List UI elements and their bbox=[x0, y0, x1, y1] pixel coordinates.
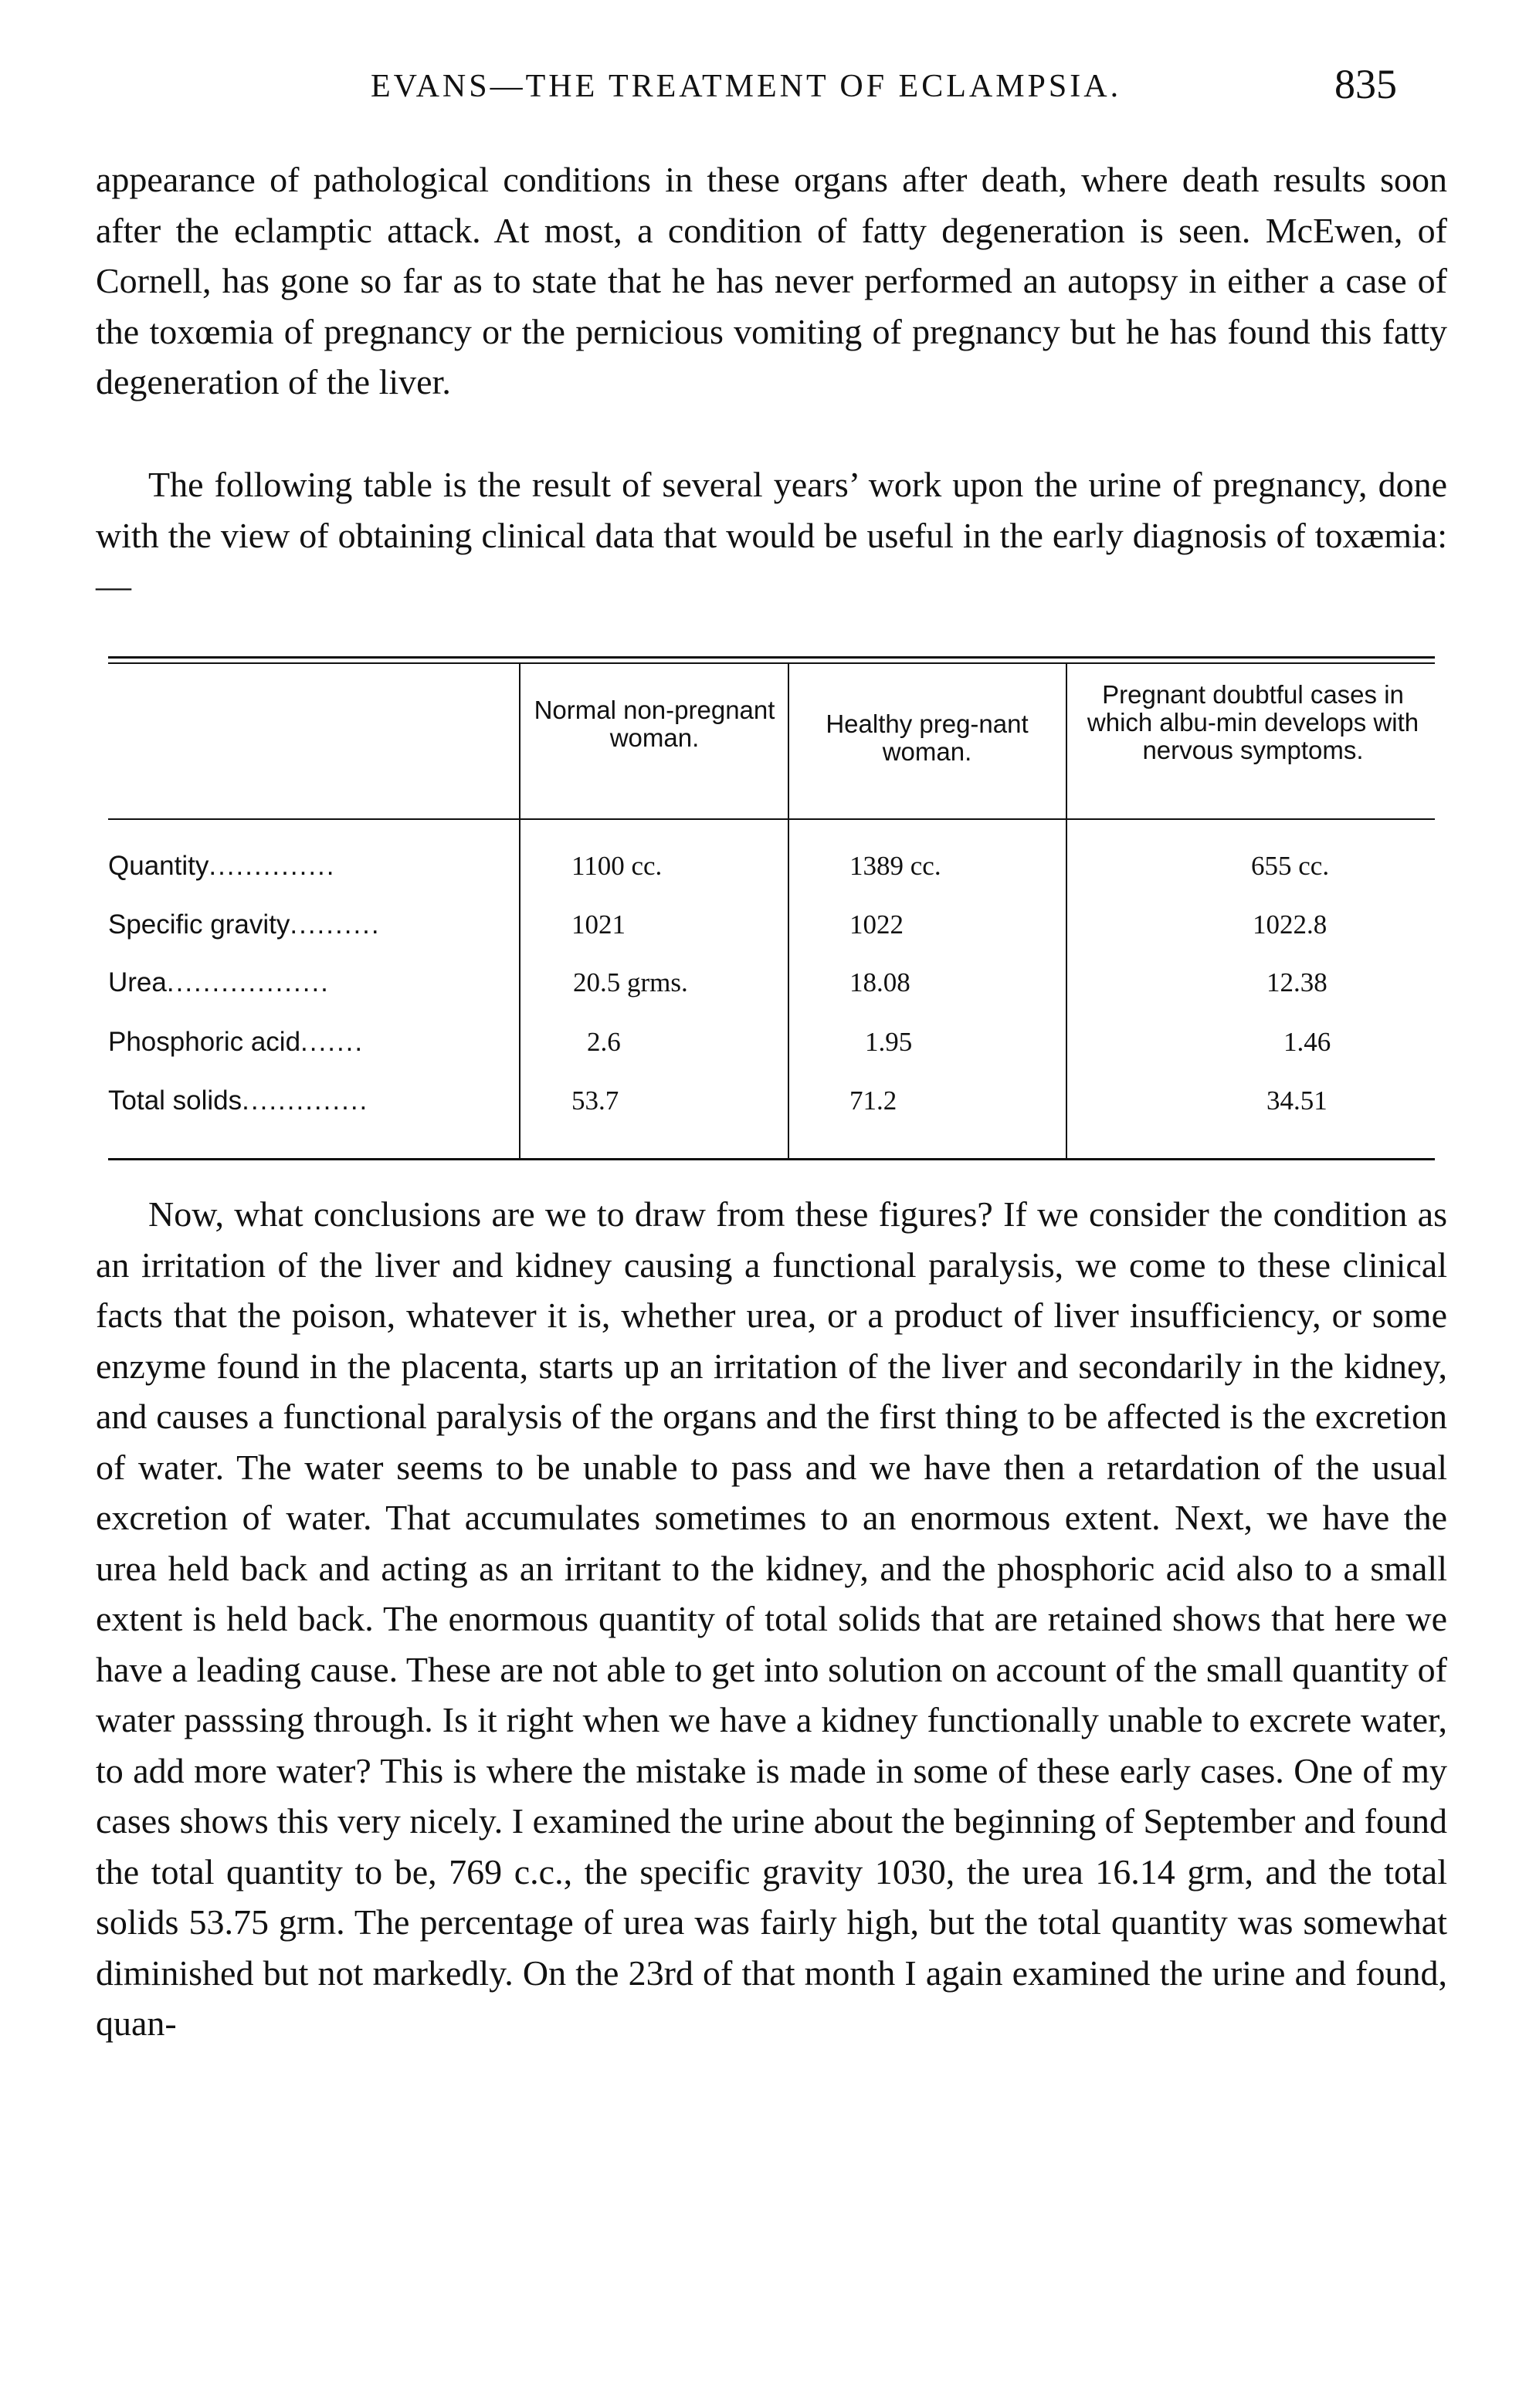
paragraph-intro-text: The following table is the result of several years’ work upon the urine of pregnancy, done with the view of obtaining clinical data that would be useful in the early diagnosis of toxæmia:— bbox=[96, 465, 1447, 605]
table-cell: 1100 cc. bbox=[571, 851, 663, 881]
table-cell: 1022.8 bbox=[1253, 909, 1327, 940]
table-cell: 2.6 bbox=[587, 1027, 621, 1057]
table-cell: 1389 cc. bbox=[849, 851, 941, 881]
table-row bbox=[108, 1085, 1435, 1132]
row-label: Urea.................. bbox=[108, 967, 330, 997]
urine-data-table bbox=[108, 656, 1435, 1166]
paragraph-top bbox=[96, 154, 1447, 408]
table-cell: 655 cc. bbox=[1251, 851, 1330, 881]
table-header-rule bbox=[108, 818, 1435, 820]
running-head bbox=[0, 61, 1536, 114]
row-label: Quantity.............. bbox=[108, 851, 336, 881]
row-label: Total solids.............. bbox=[108, 1085, 369, 1116]
table-cell: 53.7 bbox=[571, 1085, 619, 1116]
table-cell: 34.51 bbox=[1266, 1085, 1327, 1116]
page-number: 835 bbox=[1334, 61, 1397, 107]
paragraph-intro bbox=[96, 459, 1447, 611]
table-row bbox=[108, 851, 1435, 897]
paragraph-top-text: appearance of pathological conditions in these organs after death, where death results soon after the eclamptic attack. At most, a condition of fatty degeneration is seen. McEwen, of Cornell, has gone so far as to state that he has never performed an autopsy in either a case of the toxœmia of pregnancy or the pernicious vomiting of pregnancy but he has found this fatty degeneration of the liver. bbox=[96, 160, 1447, 401]
table-bottom-rule bbox=[108, 1158, 1435, 1160]
table-row bbox=[108, 967, 1435, 1014]
paragraph-conclusion bbox=[96, 1189, 1447, 2049]
table-cell: 12.38 bbox=[1266, 967, 1327, 997]
paragraph-conclusion-text: Now, what conclusions are we to draw from these figures? If we consider the condition as an irritation of the liver and kidney causing a functional paralysis, we come to these clinical facts that the poison, whatever it is, whether urea, or a product of liver insufficiency, or some enzyme found in the placenta, starts up an irritation of the liver and secondarily in the kidney, and causes a functional paralysis of the organs and the first thing to be affected is the excretion of water. The water seems to be unable to pass and we have then a retardation of the usual excretion of water. That accumulates sometimes to an enormous extent. Next, we have the urea held back and acting as an irritant to the kidney, and the phosphoric acid also to a small extent is held back. The enormous quantity of total solids that are retained shows that here we have a leading cause. These are not able to get into solution on account of the small quantity of water passsing through. Is it right when we have a kidney functionally unable to excrete water, to add more water? This is where the mistake is made in some of these early cases. One of my cases shows this very nicely. I examined the urine about the beginning of September and found the total quantity to be, 769 c.c., the specific gravity 1030, the urea 16.14 grm, and the total solids 53.75 grm. The percentage of urea was fairly high, but the total quantity was somewhat diminished but not markedly. On the 23rd of that month I again examined the urine and found, quan- bbox=[96, 1194, 1447, 2043]
column-header-healthy-pregnant: Healthy preg-nant woman. bbox=[826, 710, 1029, 766]
running-title: EVANS—THE TREATMENT OF ECLAMPSIA. bbox=[371, 69, 1122, 104]
table-top-rule-thin bbox=[108, 662, 1435, 664]
table-cell: 18.08 bbox=[849, 967, 910, 997]
column-header-doubtful-cases: Pregnant doubtful cases in which albu-min develops with nervous symptoms. bbox=[1087, 680, 1419, 764]
table-cell: 1.95 bbox=[865, 1027, 913, 1057]
table-row bbox=[108, 909, 1435, 956]
table-row bbox=[108, 1027, 1435, 1073]
table-cell: 1.46 bbox=[1283, 1027, 1331, 1057]
column-header-normal: Normal non-pregnant woman. bbox=[534, 696, 775, 752]
table-cell: 1021 bbox=[571, 909, 626, 940]
row-label: Specific gravity.......... bbox=[108, 909, 381, 940]
table-cell: 1022 bbox=[849, 909, 904, 940]
row-label: Phosphoric acid....... bbox=[108, 1027, 365, 1057]
table-cell: 71.2 bbox=[849, 1085, 897, 1116]
table-top-rule bbox=[108, 656, 1435, 659]
table-cell: 20.5 grms. bbox=[573, 967, 688, 997]
